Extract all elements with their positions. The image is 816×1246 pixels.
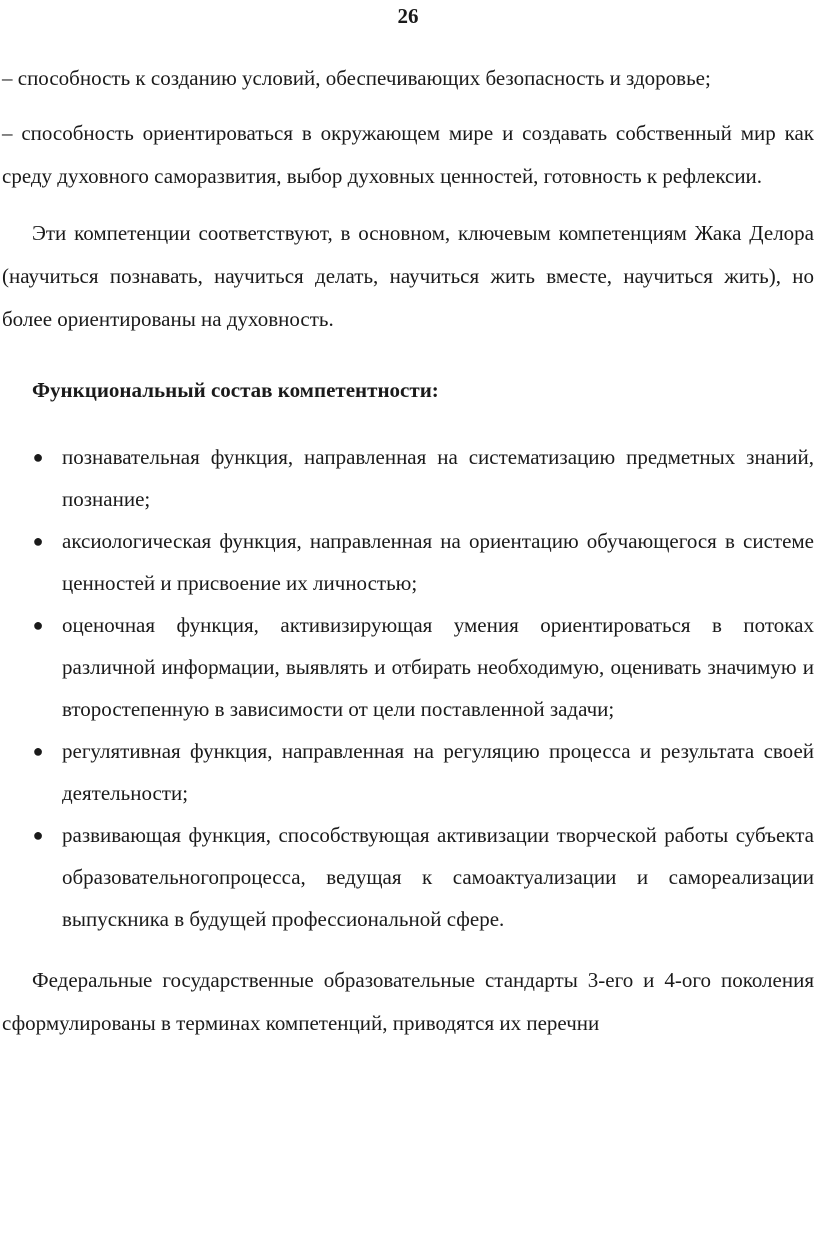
paragraph-safety-ability: – способность к созданию условий, обеспечивающих безопасность и здоровье; xyxy=(2,66,711,90)
list-item-text: оценочная функция, активизирующая умения ориентироваться в потоках различной информации, выявлять и отбирать необходимую, оценивать значимую и второстепенную в зависимости от цели поставленной задачи; xyxy=(62,613,814,721)
bullet-icon: ● xyxy=(32,531,44,551)
bullet-icon: ● xyxy=(32,825,44,845)
function-list xyxy=(2,436,814,940)
paragraph-delors-competencies: Эти компетенции соответствуют, в основном, ключевым компетенциям Жака Делора (научиться познавать, научиться делать, научиться жить вместе, научиться жить), но более ориентированы на духовность. xyxy=(2,221,814,331)
list-item xyxy=(2,604,814,730)
list-item-text: развивающая функция, способствующая активизации творческой работы субъекта образовательногопроцесса, ведущая к самоактуализации и самореализации выпускника в будущей профессиональной сфере. xyxy=(62,823,814,931)
list-item-text: познавательная функция, направленная на систематизацию предметных знаний, познание; xyxy=(62,445,814,511)
list-item xyxy=(2,436,814,520)
page-number: 26 xyxy=(397,4,419,28)
document-body xyxy=(2,57,814,1045)
paragraph-orientation-ability: – способность ориентироваться в окружающем мире и создавать собственный мир как среду духовного саморазвития, выбор духовных ценностей, готовность к рефлексии. xyxy=(2,121,814,188)
list-item xyxy=(2,814,814,940)
bullet-icon: ● xyxy=(32,447,44,467)
paragraph-fgos-standards: Федеральные государственные образовательные стандарты 3-его и 4-ого поколения сформулированы в терминах компетенций, приводятся их перечни xyxy=(2,968,814,1035)
section-heading: Функциональный состав компетентности: xyxy=(32,378,439,402)
bullet-icon: ● xyxy=(32,741,44,761)
list-item xyxy=(2,520,814,604)
list-item-text: регулятивная функция, направленная на регуляцию процесса и результата своей деятельности; xyxy=(62,739,814,805)
list-item-text: аксиологическая функция, направленная на ориентацию обучающегося в системе ценностей и присвоение их личностью; xyxy=(62,529,814,595)
list-item xyxy=(2,730,814,814)
bullet-icon: ● xyxy=(32,615,44,635)
